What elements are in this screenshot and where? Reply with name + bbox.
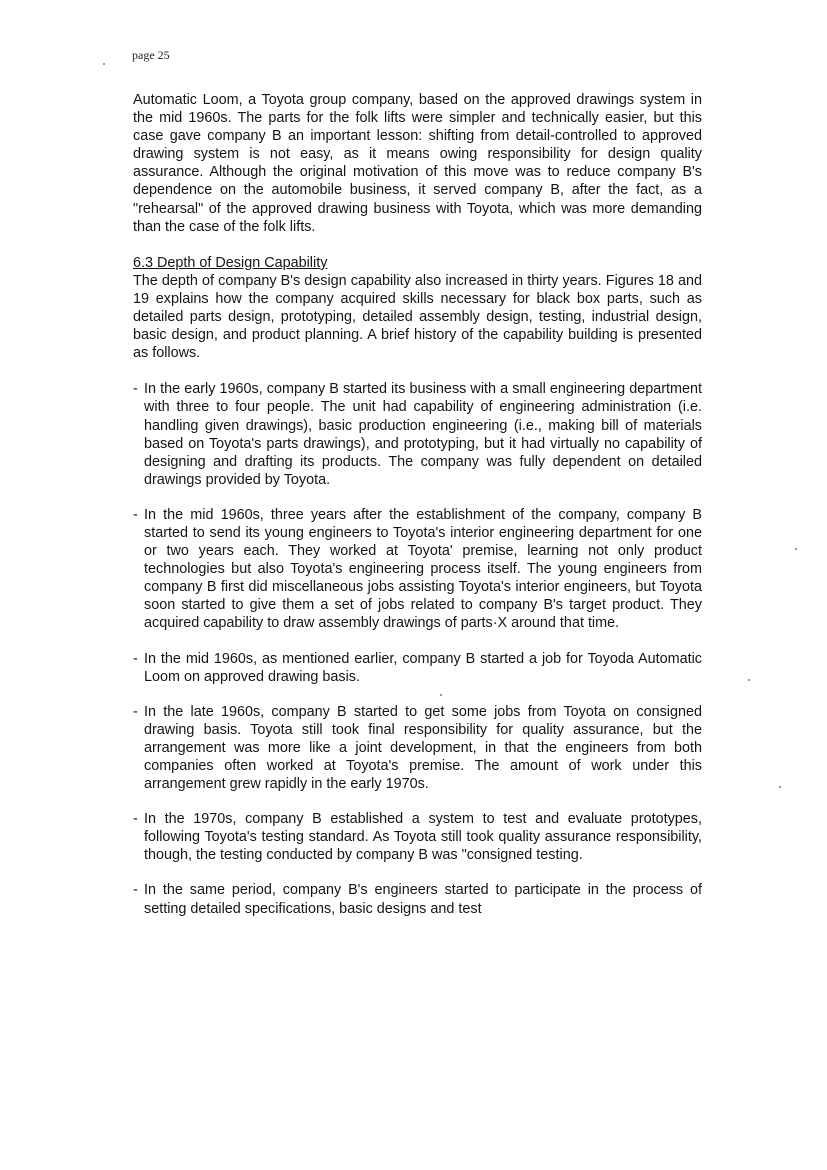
list-item-text: In the late 1960s, company B started to get some jobs from Toyota on consigned drawing basis. Toyota still took final responsibility for quality assurance, but the arrangement was more like a joint development, in that the engineers from both companies often worked at Toyota's premise. The amount of work under this arrangement grew rapidly in the early 1970s. (144, 703, 702, 793)
scan-speck (795, 548, 797, 550)
bullet-marker: - (133, 650, 138, 667)
page-body (133, 91, 702, 918)
bullet-marker: - (133, 811, 138, 828)
bullet-marker: - (133, 703, 138, 720)
list-item (133, 810, 702, 864)
section-paragraph: The depth of company B's design capability also increased in thirty years. Figures 18 and 19 explains how the company acquired skills necessary for black box parts, such as detailed parts design, prototyping, detailed assembly design, testing, industrial design, basic design, and product planning. A brief history of the capability building is presented as follows. (133, 272, 702, 362)
list-item-text: In the early 1960s, company B started its business with a small engineering department with three to four people. The unit had capability of engineering administration (i.e. handling given drawings), basic production engineering (i.e., making bill of materials based on Toyota's parts drawings), and prototyping, but it had virtually no capability of designing and drafting its products. The company was fully dependent on detailed drawings provided by Toyota. (144, 381, 702, 488)
scan-speck (748, 679, 750, 681)
bullet-marker: - (133, 381, 138, 398)
list-item-text: In the mid 1960s, as mentioned earlier, company B started a job for Toyoda Automatic Loom on approved drawing basis. (144, 650, 702, 685)
scan-speck (779, 786, 781, 788)
list-item-text: In the same period, company B's engineers started to participate in the process of setting detailed specifications, basic designs and test (144, 882, 702, 917)
list-item (133, 650, 702, 686)
bullet-marker: - (133, 882, 138, 899)
page-number: page 25 (132, 48, 170, 62)
capability-history-list (133, 380, 702, 917)
scan-speck (440, 694, 442, 696)
list-item-text: In the 1970s, company B established a system to test and evaluate prototypes, following Toyota's testing standard. As Toyota still took quality assurance responsibility, though, the testing conducted by company B was "consigned testing. (144, 811, 702, 864)
list-item (133, 703, 702, 793)
list-item-text: In the mid 1960s, three years after the establishment of the company, company B started to send its young engineers to Toyota's interior engineering department for one or two years each. They worked at Toyota' premise, learning not only product technologies but also Toyota's engineering process itself. The young engineers from company B first did miscellaneous jobs assisting Toyota's interior engineers, but Toyota soon started to give them a set of jobs related to company B's target product. They acquired capability to draw assembly drawings of parts·X around that time. (144, 506, 702, 632)
list-item (133, 506, 702, 633)
intro-paragraph: Automatic Loom, a Toyota group company, based on the approved drawings system in the mid 1960s. The parts for the folk lifts were simpler and technically easier, but this case gave company B an important lesson: shifting from detail-controlled to approved drawing system is not easy, as it means owing responsibility for design quality assurance. Although the original motivation of this move was to reduce company B's dependence on the automobile business, it served company B, after the fact, as a "rehearsal" of the approved drawing business with Toyota, which was more demanding than the case of the folk lifts. (133, 92, 702, 235)
scan-speck (103, 63, 105, 65)
list-item (133, 380, 702, 489)
list-item (133, 881, 702, 917)
section-depth-of-design-capability (133, 254, 702, 363)
bullet-marker: - (133, 506, 138, 523)
section-heading: 6.3 Depth of Design Capability (133, 254, 328, 271)
